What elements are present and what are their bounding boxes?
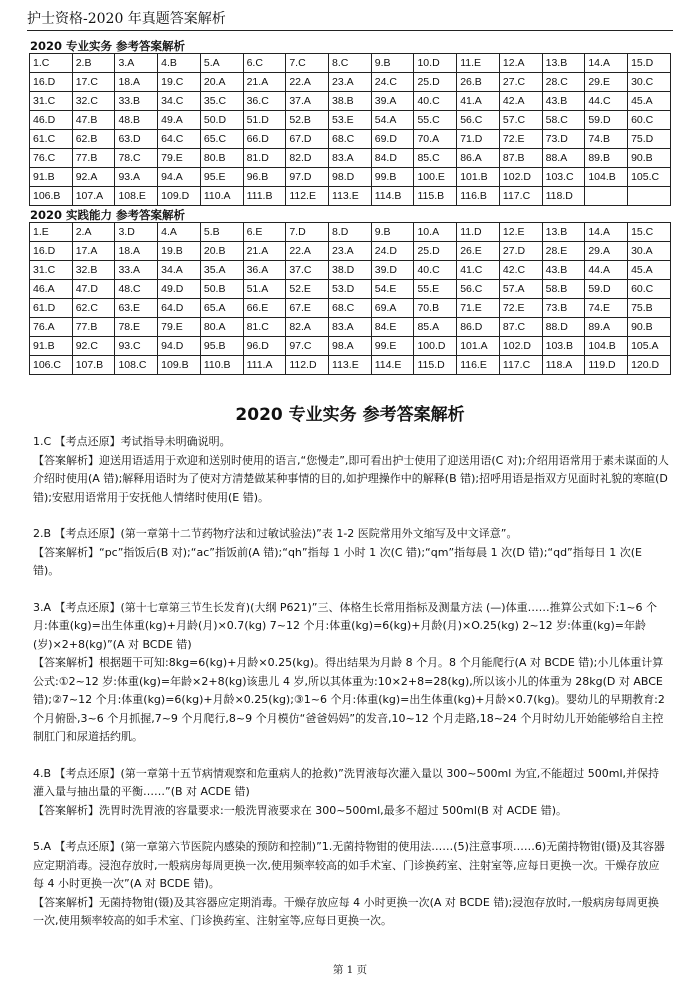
answer-cell: 82.A [286,318,329,337]
answer-cell: 63.E [115,299,158,318]
answer-cell: 118.D [542,187,585,206]
answer-cell: 37.A [286,92,329,111]
answer-cell: 51.A [243,280,286,299]
answer-cell [585,187,628,206]
answer-cell: 55.C [414,111,457,130]
answer-cell: 61.D [30,299,73,318]
answer-cell: 90.B [628,318,671,337]
question-explanation [33,433,669,507]
answer-cell: 11.D [457,223,500,242]
answer-cell: 31.C [30,92,73,111]
answer-cell: 88.D [542,318,585,337]
answer-cell: 25.D [414,242,457,261]
answer-cell: 82.D [286,149,329,168]
answer-cell: 48.C [115,280,158,299]
answer-cell: 115.B [414,187,457,206]
answer-cell: 55.E [414,280,457,299]
answer-cell: 2.A [72,223,115,242]
answer-cell: 99.E [371,337,414,356]
answer-cell: 86.A [457,149,500,168]
answer-cell: 51.D [243,111,286,130]
answer-cell: 39.A [371,92,414,111]
answer-cell: 41.A [457,92,500,111]
answer-cell: 96.D [243,337,286,356]
answer-cell: 44.C [585,92,628,111]
answer-cell: 64.C [158,130,201,149]
table-row [30,111,671,130]
answer-cell: 58.B [542,280,585,299]
answer-cell: 76.C [30,149,73,168]
answer-cell: 43.B [542,92,585,111]
answer-cell: 102.D [499,168,542,187]
answer-cell: 110.B [200,356,243,375]
answer-cell: 26.B [457,73,500,92]
answer-cell: 32.B [72,261,115,280]
answer-cell: 80.B [200,149,243,168]
answer-cell: 58.C [542,111,585,130]
answer-cell: 96.B [243,168,286,187]
page-header-title: 护士资格-2020 年真题答案解析 [27,11,226,27]
answer-cell: 16.D [30,242,73,261]
question-analysis: 【答案解析】洗胃时洗胃液的容量要求:一般洗胃液要求在 300~500ml,最多不超过 500ml(B 对 ACDE 错)。 [33,803,567,817]
answer-cell: 97.C [286,337,329,356]
answer-cell: 67.E [286,299,329,318]
table-row [30,168,671,187]
answer-cell: 118.A [542,356,585,375]
answer-cell: 75.B [628,299,671,318]
answer-cell: 116.E [457,356,500,375]
answer-cell: 3.A [115,54,158,73]
answer-cell: 81.C [243,318,286,337]
answer-cell: 42.C [499,261,542,280]
answer-cell: 18.A [115,242,158,261]
answer-cell: 73.D [542,130,585,149]
answer-cell: 92.A [72,168,115,187]
answer-cell: 54.E [371,280,414,299]
answer-cell: 89.A [585,318,628,337]
answer-cell: 113.E [329,356,372,375]
answer-cell: 5.A [200,54,243,73]
answer-cell: 76.A [30,318,73,337]
answer-cell: 107.A [72,187,115,206]
answer-cell: 19.C [158,73,201,92]
answer-cell: 61.C [30,130,73,149]
table-row [30,280,671,299]
answer-cell: 49.A [158,111,201,130]
answer-cell: 81.D [243,149,286,168]
answer-cell: 114.E [371,356,414,375]
answer-cell: 12.A [499,54,542,73]
answer-cell: 111.A [243,356,286,375]
answer-cell: 30.C [628,73,671,92]
answer-cell: 93.A [115,168,158,187]
answer-cell: 29.E [585,73,628,92]
answer-cell: 15.C [628,223,671,242]
answer-cell: 17.A [72,242,115,261]
answer-cell: 6.C [243,54,286,73]
answer-cell: 19.B [158,242,201,261]
answer-cell: 75.D [628,130,671,149]
answer-cell: 59.D [585,111,628,130]
answer-cell: 21.A [243,73,286,92]
table-row [30,261,671,280]
answer-cell: 50.B [200,280,243,299]
answer-cell: 33.A [115,261,158,280]
answer-cell: 22.A [286,242,329,261]
question-key-point: 3.A 【考点还原】(第十七章第三节生长发育)(大纲 P621)”三、体格生长常用指标及测量方法 (—)体重……推算公式如下:1~6 个月:体重(kg)=出生体重(kg)+月龄(月)×0.7(kg) 7~12 个月:体重(kg)=6(kg)+月龄(月)×O.25(kg) 2~12 岁:体重(kg)=年龄(岁)×2+8(kg)”(A 对 BCDE 错) [33,600,657,651]
answer-cell: 3.D [115,223,158,242]
answer-cell: 27.C [499,73,542,92]
page-number: 第 1 页 [332,964,368,976]
answer-cell: 66.E [243,299,286,318]
answer-cell: 70.B [414,299,457,318]
answer-cell: 1.C [30,54,73,73]
answer-cell: 72.E [499,130,542,149]
answer-cell: 101.A [457,337,500,356]
answer-cell: 50.D [200,111,243,130]
answer-cell: 91.B [30,337,73,356]
answer-cell: 87.B [499,149,542,168]
answer-cell: 68.C [329,130,372,149]
table-row [30,73,671,92]
header-rule [27,30,673,31]
answer-cell: 111.B [243,187,286,206]
answer-cell: 112.E [286,187,329,206]
answer-cell: 117.C [499,187,542,206]
answer-cell: 24.D [371,242,414,261]
answer-cell: 8.D [329,223,372,242]
table-row [30,299,671,318]
answer-cell: 83.A [329,149,372,168]
answer-cell: 18.A [115,73,158,92]
answer-cell: 10.A [414,223,457,242]
answer-cell: 12.E [499,223,542,242]
answer-cell: 29.A [585,242,628,261]
answer-cell: 20.B [200,242,243,261]
answer-cell: 63.D [115,130,158,149]
question-analysis: 【答案解析】无菌持物钳(镊)及其容器应定期消毒。干燥存放应每 4 小时更换一次(A 对 BCDE 错);浸泡存放时,一般病房每周更换一次,使用频率较高的如手术室、门诊换药室、注射室等,应每日更换一次。 [33,895,659,927]
answer-cell: 46.A [30,280,73,299]
answer-cell: 22.A [286,73,329,92]
answer-cell: 115.D [414,356,457,375]
answer-cell: 62.C [72,299,115,318]
answer-cell: 100.E [414,168,457,187]
answer-cell: 114.B [371,187,414,206]
answer-cell: 38.D [329,261,372,280]
question-analysis: 【答案解析】根据题干可知:8kg=6(kg)+月龄×0.25(kg)。得出结果为月龄 8 个月。8 个月能爬行(A 对 BCDE 错);小儿体重计算公式:①2~12 岁:体重(kg)=年龄×2+8(kg)该患儿 4 岁,所以其体重为:10×2+8=28(kg),所以该小儿的体重为 28kg(D 对 ABCE 错);②7~12 个月:体重(kg)=6(kg)+月龄×0.25(kg);③1~6 个月:体重(kg)=出生体重(kg)+月龄×0.7(kg)。婴幼儿的早期教育:2 个月俯卧,3~6 个月抓握,7~9 个月爬行,8~9 个月模仿“爸爸妈妈”的发音,10~12 个月走路,18~24 个月时幼儿开始能够给自主控制肛门和尿道括约肌。 [33,656,665,743]
answer-cell: 47.B [72,111,115,130]
answer-cell: 87.C [499,318,542,337]
answer-cell: 88.A [542,149,585,168]
answer-cell: 95.B [200,337,243,356]
answer-cell: 36.C [243,92,286,111]
answer-cell: 59.D [585,280,628,299]
answer-cell: 34.A [158,261,201,280]
answer-cell: 65.A [200,299,243,318]
answer-cell: 23.A [329,242,372,261]
question-explanation [33,838,669,931]
answer-cell: 84.D [371,149,414,168]
answer-cell: 45.A [628,261,671,280]
answer-cell: 112.D [286,356,329,375]
answer-cell: 31.C [30,261,73,280]
answer-cell: 117.C [499,356,542,375]
answer-cell: 116.B [457,187,500,206]
answer-cell: 120.D [628,356,671,375]
answer-cell: 71.D [457,130,500,149]
table-row [30,149,671,168]
answer-cell: 54.A [371,111,414,130]
answer-cell: 37.C [286,261,329,280]
answer-cell: 77.B [72,318,115,337]
answer-cell: 64.D [158,299,201,318]
answer-cell: 97.D [286,168,329,187]
answer-cell: 9.B [371,54,414,73]
answer-cell: 60.C [628,280,671,299]
answer-cell: 53.D [329,280,372,299]
answer-cell: 74.E [585,299,628,318]
answer-cell: 105.C [628,168,671,187]
answer-cell: 6.E [243,223,286,242]
answer-cell: 13.B [542,54,585,73]
answer-cell: 60.C [628,111,671,130]
answer-cell: 8.C [329,54,372,73]
answer-cell: 80.A [200,318,243,337]
answer-cell: 46.D [30,111,73,130]
answer-cell: 14.A [585,223,628,242]
answer-cell: 56.C [457,280,500,299]
answer-table-professional [29,53,671,206]
answer-cell: 20.A [200,73,243,92]
answer-cell: 1.E [30,223,73,242]
answer-cell: 94.A [158,168,201,187]
question-analysis: 【答案解析】迎送用语适用于欢迎和送别时使用的语言,“您慢走”,即可看出护士使用了迎送用语(C 对);介绍用语常用于素未谋面的人介绍时使用(A 错);解释用语时为了使对方清楚做某种事情的目的,如护理操作中的解释(B 错);招呼用语是指双方见面时礼貌的寒暄(D 错);安慰用语常用于安抚他人情绪时使用(E 错)。 [33,453,669,504]
answer-cell: 95.E [200,168,243,187]
main-title: 2020 专业实务 参考答案解析 [235,405,465,425]
answer-cell: 56.C [457,111,500,130]
answer-cell: 47.D [72,280,115,299]
answer-cell: 52.E [286,280,329,299]
answer-cell: 85.C [414,149,457,168]
answer-cell: 98.A [329,337,372,356]
answer-cell: 89.B [585,149,628,168]
question-key-point: 1.C 【考点还原】考试指导未明确说明。 [33,435,231,448]
section2-title: 2020 实践能力 参考答案解析 [30,208,186,222]
answer-cell: 70.A [414,130,457,149]
answer-cell: 28.C [542,73,585,92]
answer-cell: 24.C [371,73,414,92]
answer-cell: 77.B [72,149,115,168]
answer-cell: 10.D [414,54,457,73]
answer-cell: 39.D [371,261,414,280]
answer-cell: 13.B [542,223,585,242]
answer-cell: 16.D [30,73,73,92]
answer-cell: 41.C [457,261,500,280]
answer-cell: 102.D [499,337,542,356]
answer-cell: 11.E [457,54,500,73]
question-key-point: 2.B 【考点还原】(第一章第十二节药物疗法和过敏试验法)”表 1-2 医院常用外文缩写及中文译意”。 [33,527,518,540]
answer-cell: 85.A [414,318,457,337]
answer-cell: 43.B [542,261,585,280]
answer-cell: 52.B [286,111,329,130]
answer-cell: 66.D [243,130,286,149]
answer-cell: 72.E [499,299,542,318]
answer-cell: 100.D [414,337,457,356]
table-row [30,242,671,261]
answer-cell: 48.B [115,111,158,130]
question-key-point: 4.B 【考点还原】(第一章第十五节病情观察和危重病人的抢救)”洗胃液每次灌入量以 300~500ml 为宜,不能超过 500ml,并保持灌入量与抽出量的平衡……”(B 对 ACDE 错) [33,766,660,798]
answer-cell: 25.D [414,73,457,92]
answer-cell: 109.B [158,356,201,375]
answer-cell: 45.A [628,92,671,111]
answer-cell: 69.A [371,299,414,318]
answer-cell: 21.A [243,242,286,261]
answer-cell: 62.B [72,130,115,149]
answer-table-practice [29,222,671,375]
table-row [30,92,671,111]
answer-cell: 4.B [158,54,201,73]
answer-cell: 83.A [329,318,372,337]
answer-cell: 30.A [628,242,671,261]
answer-cell: 103.C [542,168,585,187]
answer-cell: 23.A [329,73,372,92]
answer-cell: 119.D [585,356,628,375]
answer-cell: 113.E [329,187,372,206]
answer-cell: 7.D [286,223,329,242]
answer-cell: 101.B [457,168,500,187]
answer-cell: 42.A [499,92,542,111]
question-explanation [33,765,669,821]
answer-cell: 107.B [72,356,115,375]
answer-cell: 4.A [158,223,201,242]
answer-cell: 35.C [200,92,243,111]
answer-cell: 15.D [628,54,671,73]
answer-cell: 110.A [200,187,243,206]
section1-title: 2020 专业实务 参考答案解析 [30,39,186,53]
answer-cell: 34.C [158,92,201,111]
answer-cell: 40.C [414,92,457,111]
answer-cell: 14.A [585,54,628,73]
table-row [30,318,671,337]
answer-cell: 2.B [72,54,115,73]
answer-cell: 7.C [286,54,329,73]
answer-cell: 86.D [457,318,500,337]
answer-cell: 53.E [329,111,372,130]
answer-cell: 108.E [115,187,158,206]
answer-cell: 92.C [72,337,115,356]
answer-cell: 74.B [585,130,628,149]
answer-cell: 98.D [329,168,372,187]
answer-cell: 57.C [499,111,542,130]
answer-cell: 90.B [628,149,671,168]
answer-cell [628,187,671,206]
answer-cell: 69.D [371,130,414,149]
answer-cell: 99.B [371,168,414,187]
answer-cell: 106.C [30,356,73,375]
table-row [30,337,671,356]
table-row [30,356,671,375]
answer-cell: 9.B [371,223,414,242]
answer-cell: 57.A [499,280,542,299]
question-key-point: 5.A 【考点还原】(第一章第六节医院内感染的预防和控制)”1.无菌持物钳的使用法……(5)注意事项……6)无菌持物钳(镊)及其容器应定期消毒。浸泡存放时,一般病房每周更换一次,使用频率较高的如手术室、门诊换药室、注射室等,应每日更换一次。干燥存放应每 4 小时更换一次”(A 对 BCDE 错)。 [33,840,665,890]
table-row [30,187,671,206]
answer-cell: 104.B [585,168,628,187]
table-row [30,130,671,149]
answer-cell: 93.C [115,337,158,356]
question-analysis: 【答案解析】“pc”指饭后(B 对);“ac”指饭前(A 错);“qh”指每 1 小时 1 次(C 错);“qm”指每晨 1 次(D 错);“qd”指每日 1 次(E 错)。 [33,545,642,577]
answer-cell: 17.C [72,73,115,92]
answer-cell: 73.B [542,299,585,318]
answer-cell: 91.B [30,168,73,187]
answer-cell: 36.A [243,261,286,280]
answer-cell: 33.B [115,92,158,111]
answer-cell: 109.D [158,187,201,206]
answer-cell: 67.D [286,130,329,149]
answer-cell: 35.A [200,261,243,280]
answer-cell: 108.C [115,356,158,375]
table-row [30,54,671,73]
answer-cell: 38.B [329,92,372,111]
explanations [33,433,669,949]
answer-cell: 79.E [158,318,201,337]
answer-cell: 26.E [457,242,500,261]
answer-cell: 79.E [158,149,201,168]
answer-cell: 94.D [158,337,201,356]
answer-cell: 5.B [200,223,243,242]
answer-cell: 84.E [371,318,414,337]
answer-cell: 65.C [200,130,243,149]
answer-cell: 106.B [30,187,73,206]
answer-cell: 27.D [499,242,542,261]
answer-cell: 104.B [585,337,628,356]
answer-cell: 105.A [628,337,671,356]
answer-cell: 40.C [414,261,457,280]
answer-cell: 28.E [542,242,585,261]
answer-cell: 44.A [585,261,628,280]
answer-cell: 68.C [329,299,372,318]
table-row [30,223,671,242]
answer-cell: 49.D [158,280,201,299]
answer-cell: 78.C [115,149,158,168]
answer-cell: 78.E [115,318,158,337]
answer-cell: 32.C [72,92,115,111]
answer-cell: 103.B [542,337,585,356]
answer-cell: 71.E [457,299,500,318]
question-explanation [33,599,669,747]
question-explanation [33,525,669,581]
